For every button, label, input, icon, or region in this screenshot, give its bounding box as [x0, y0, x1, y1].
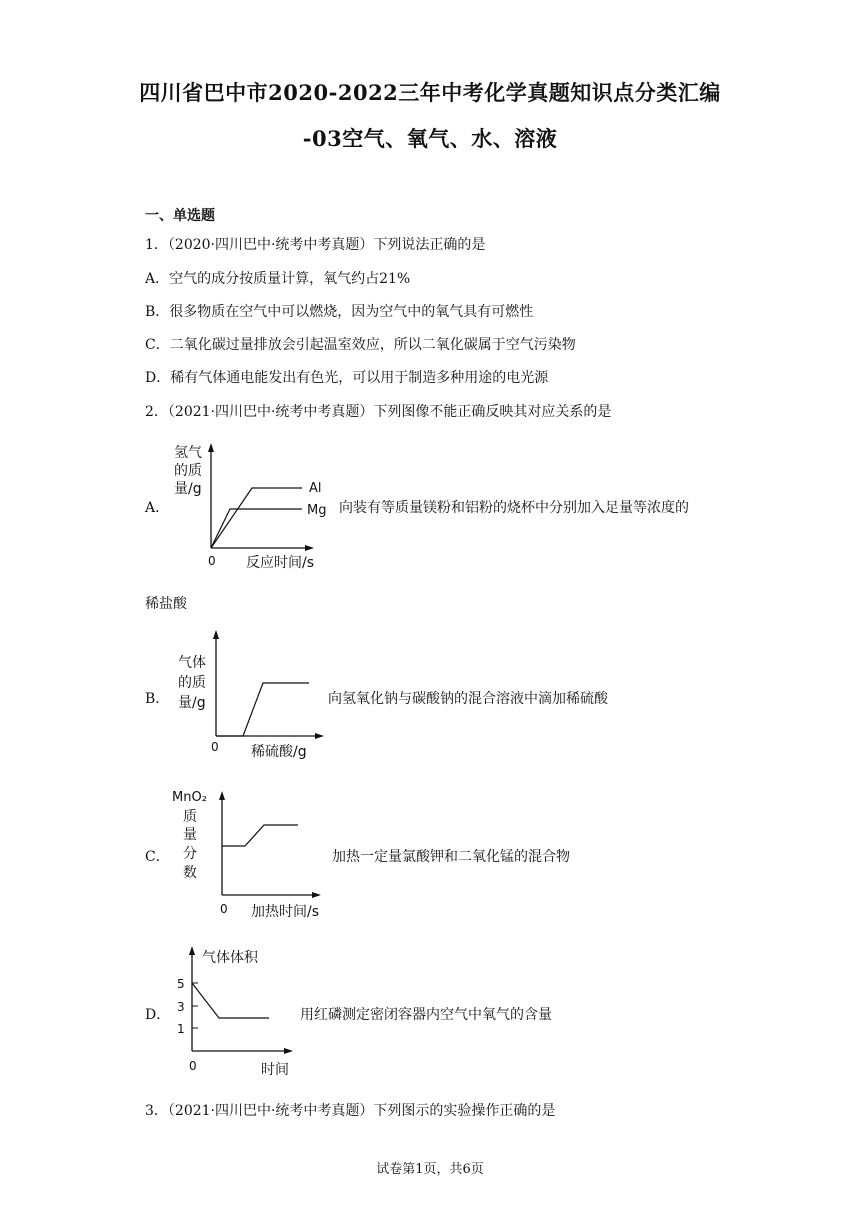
- q2-a-xlabel: 反应时间/s: [246, 555, 315, 571]
- q2-c-xlabel: 加热时间/s: [251, 904, 320, 920]
- q1-option-b: B．很多物质在空气中可以燃烧，因为空气中的氧气具有可燃性: [145, 304, 534, 320]
- q2-c-ylabel-3: 量: [183, 827, 197, 843]
- q2-c-ylabel-1: MnO₂: [172, 790, 207, 805]
- q2-c-ylabel-5: 数: [183, 865, 197, 881]
- q2-c-y-arrow: [219, 791, 225, 800]
- q1-option-a: A．空气的成分按质量计算，氧气约占21%: [145, 271, 411, 287]
- q2-a-series-al: Al: [309, 481, 322, 496]
- q2-d-y-arrow: [189, 946, 195, 955]
- q2-d-tick-label-5: 5: [177, 977, 185, 991]
- q2-c-desc: 加热一定量氯酸钾和二氧化锰的混合物: [332, 849, 570, 865]
- q2-a-x-arrow: [305, 545, 314, 551]
- q2-b-letter: B．: [145, 691, 170, 707]
- q2-b-origin: 0: [211, 740, 219, 754]
- q2-a-ylabel-3: 量/g: [174, 481, 202, 497]
- q2-d-ylabel: 气体体积: [202, 950, 258, 966]
- q2-stem: 2．（2021·四川巴中·统考中考真题）下列图像不能正确反映其对应关系的是: [145, 404, 612, 420]
- q2-d-desc: 用红磷测定密闭容器内空气中氧气的含量: [300, 1007, 552, 1023]
- page-footer: 试卷第1页，共6页: [376, 1162, 484, 1177]
- q2-a-graph: [168, 440, 338, 572]
- q2-b-desc: 向氢氧化钠与碳酸钠的混合溶液中滴加稀硫酸: [328, 691, 608, 707]
- q2-b-line: [216, 683, 309, 736]
- q2-b-xlabel: 稀硫酸/g: [251, 744, 307, 760]
- q1-option-d: D．稀有气体通电能发出有色光，可以用于制造多种用途的电光源: [145, 370, 549, 386]
- q2-c-ylabel-4: 分: [183, 846, 197, 862]
- q2-b-ylabel-1: 气体: [178, 655, 206, 671]
- q2-a-series-mg: Mg: [307, 503, 327, 518]
- q2-d-tick-label-3: 3: [177, 1000, 185, 1014]
- q2-b-ylabel-3: 量/g: [178, 695, 206, 711]
- q2-a-line-al: [211, 488, 302, 548]
- q3-stem: 3．（2021·四川巴中·统考中考真题）下列图示的实验操作正确的是: [145, 1103, 556, 1119]
- q1-stem: 1．（2020·四川巴中·统考中考真题）下列说法正确的是: [145, 237, 486, 253]
- q2-d-graph: [168, 942, 308, 1080]
- doc-title-line2: -03空气、氧气、水、溶液: [302, 126, 558, 151]
- q2-d-xlabel: 时间: [261, 1062, 289, 1078]
- q2-d-tick-label-1: 1: [177, 1022, 185, 1036]
- q2-a-y-arrow: [208, 443, 214, 452]
- q2-b-ylabel-2: 的质: [178, 675, 206, 691]
- q2-a-origin: 0: [208, 554, 216, 568]
- q2-c-ylabel-2: 质: [183, 809, 197, 825]
- q2-c-graph: [170, 785, 340, 925]
- q2-b-graph: [175, 625, 345, 763]
- q2-b-y-arrow: [213, 630, 219, 639]
- q2-d-origin: 0: [189, 1059, 197, 1073]
- q2-d-x-arrow: [284, 1048, 293, 1054]
- q2-a-letter: A．: [145, 500, 170, 516]
- doc-title-line1: 四川省巴中市2020-2022三年中考化学真题知识点分类汇编: [139, 80, 721, 105]
- q2-a-ylabel-1: 氢气: [174, 445, 202, 461]
- q2-c-x-arrow: [312, 892, 321, 898]
- q2-c-origin: 0: [220, 902, 228, 916]
- q2-c-line: [222, 825, 298, 846]
- q2-d-line: [192, 983, 269, 1018]
- q2-a-desc-cont: 稀盐酸: [145, 596, 187, 612]
- q1-option-c: C．二氧化碳过量排放会引起温室效应，所以二氧化碳属于空气污染物: [145, 337, 576, 353]
- q2-b-x-arrow: [315, 733, 324, 739]
- section-heading: 一、单选题: [145, 208, 215, 224]
- q2-c-letter: C．: [145, 849, 170, 865]
- q2-a-desc: 向装有等质量镁粉和铝粉的烧杯中分别加入足量等浓度的: [339, 500, 689, 516]
- q2-d-letter: D．: [145, 1007, 171, 1023]
- q2-a-ylabel-2: 的质: [174, 463, 202, 479]
